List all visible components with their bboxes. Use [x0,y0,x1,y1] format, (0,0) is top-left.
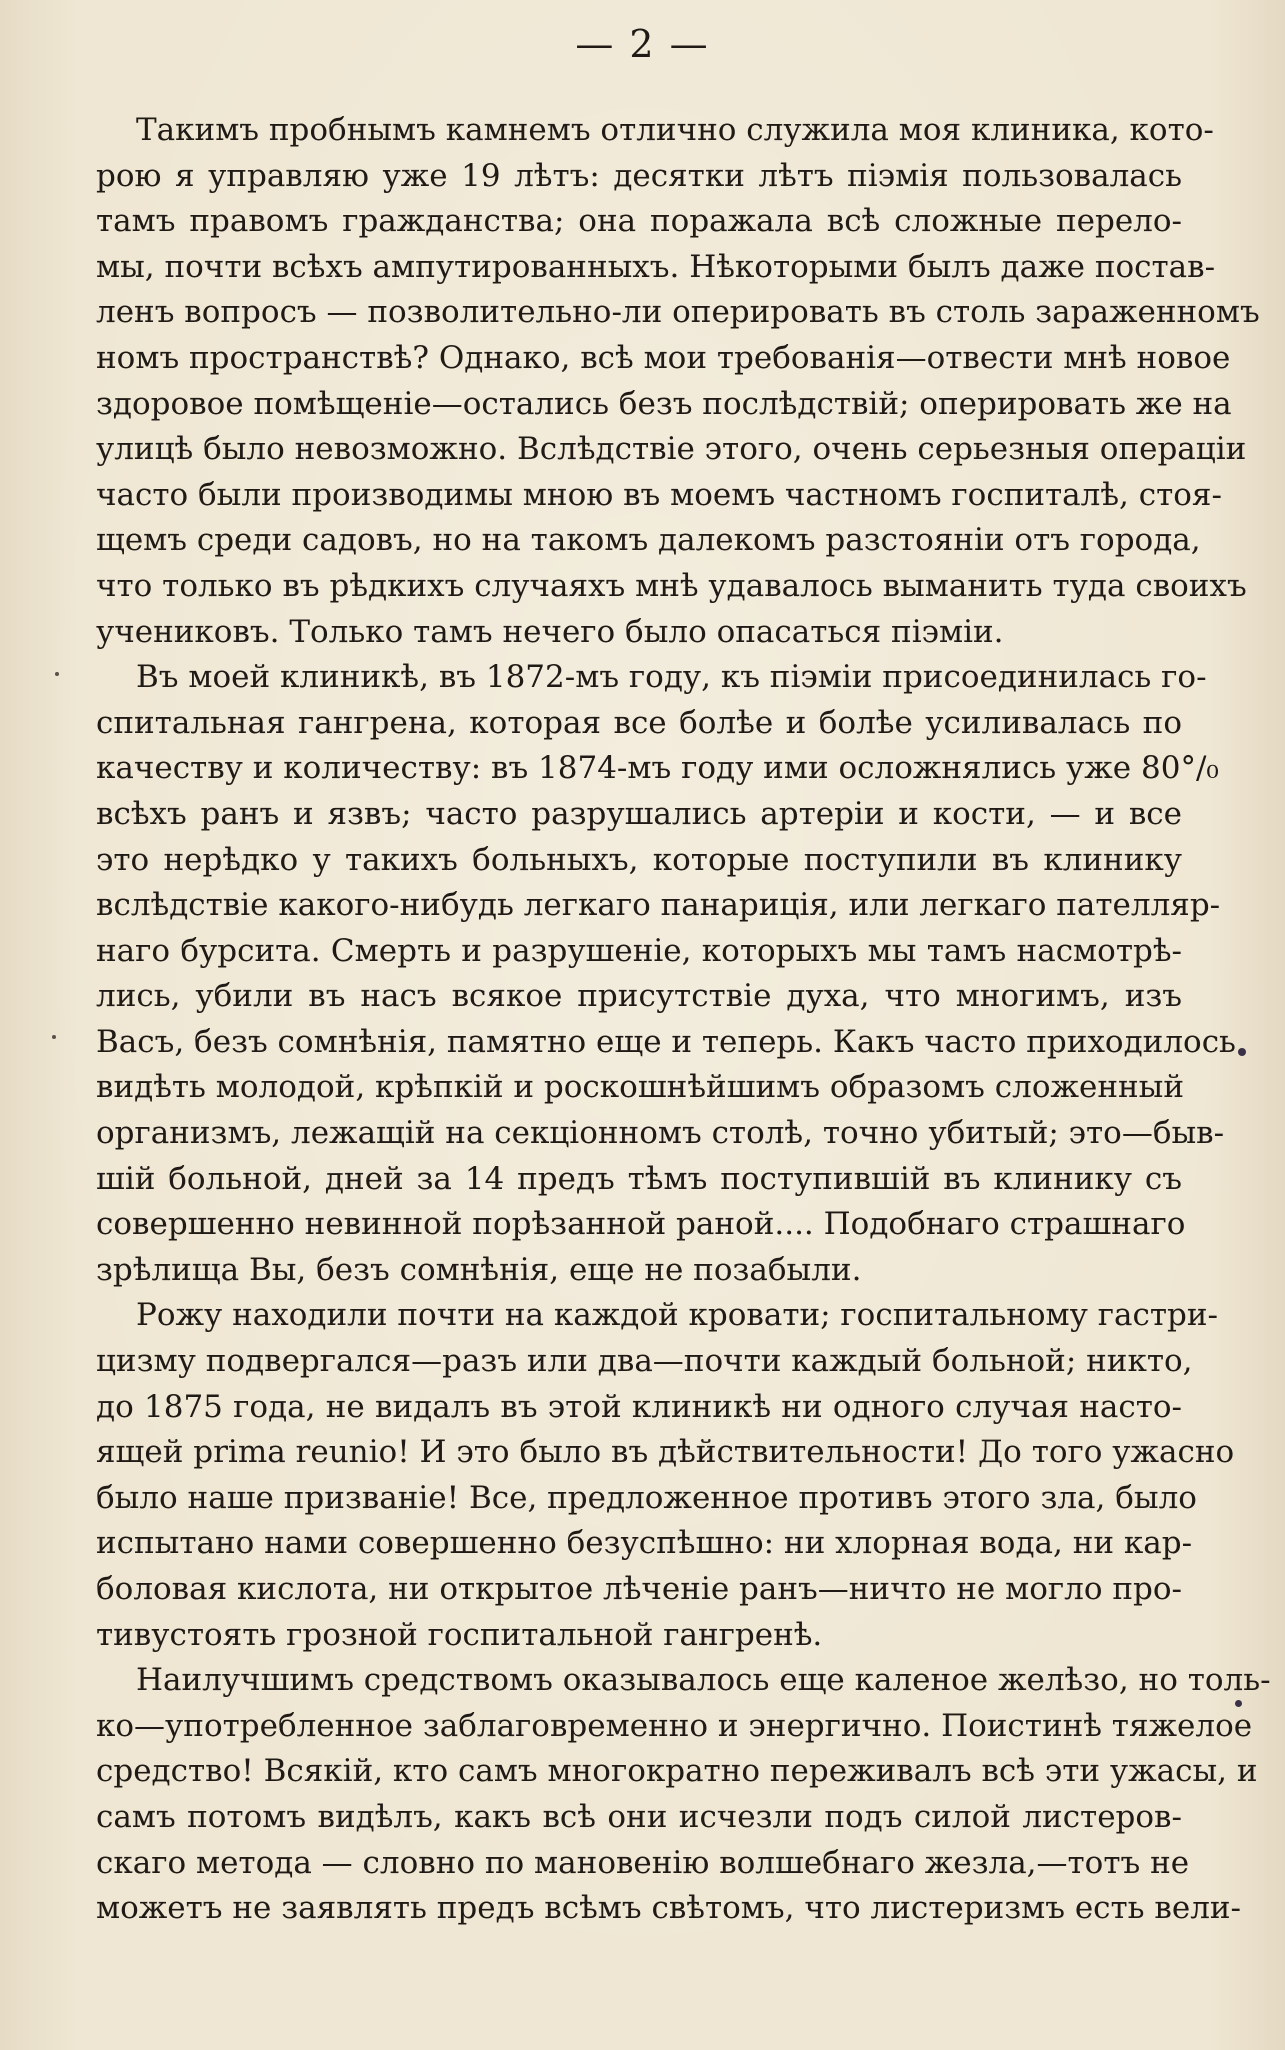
text-line: видѣть молодой, крѣпкій и роскошнѣйшимъ образомъ сложенный [96,1069,1184,1106]
ink-speck [1235,1700,1242,1707]
text-line: улицѣ было невозможно. Вслѣдствіе этого, очень серьезныя операціи [96,431,1247,468]
text-line: Въ моей клиникѣ, въ 1872-мъ году, къ піэміи присоединилась го- [136,659,1207,696]
text-line: ящей prima reunio! И это было въ дѣйствительности! До того ужасно [96,1434,1235,1471]
body-text [96,108,1271,1932]
text-line: было наше призваніе! Все, предложенное противъ этого зла, было [96,1479,1197,1516]
text-line: до 1875 года, не видалъ въ этой клиникѣ ни одного случая насто- [96,1388,1182,1425]
text-line: совершенно невинной порѣзанной раной.... Подобнаго страшнаго [96,1206,1186,1243]
text-line: спитальная гангрена, которая все болѣе и болѣе усиливалась по [96,704,1182,741]
ink-speck [1238,1048,1246,1056]
paragraph [96,1658,1271,1932]
text-line: наго бурсита. Смерть и разрушеніе, которыхъ мы тамъ насмотрѣ- [96,932,1182,969]
text-line: учениковъ. Только тамъ нечего было опасаться піэміи. [96,613,1004,650]
text-line: вслѣдствіе какого-нибудь легкаго панариція, или легкаго пателляр- [96,887,1221,924]
text-line: боловая кислота, ни открытое лѣченіе ранъ—ничто не могло про- [96,1571,1182,1607]
text-line: скаго метода — словно по мановенію волшебнаго жезла,—тотъ не [96,1844,1190,1881]
text-line: зрѣлища Вы, безъ сомнѣнія, еще не позабыли. [96,1251,862,1288]
text-line: качеству и количеству: въ 1874-мъ году ими осложнялись уже 80°/₀ [96,750,1219,787]
paragraph [96,1293,1235,1658]
text-line: ленъ вопросъ — позволительно-ли оперировать въ столь зараженномъ [96,294,1260,331]
text-line: ко—употребленное заблаговременно и энергично. Поистинѣ тяжелое [96,1707,1253,1744]
text-line: это нерѣдко у такихъ больныхъ, которые поступили въ клинику [96,841,1182,878]
text-line: мы, почти всѣхъ ампутированныхъ. Нѣкоторыми былъ даже постав- [96,248,1216,285]
text-line: здоровое помѣщеніе—остались безъ послѣдствій; оперировать же на [96,385,1232,422]
ink-speck [52,1035,56,1039]
text-line: можетъ не заявлять предъ всѣмъ свѣтомъ, что листеризмъ есть вели- [96,1890,1242,1927]
text-line: рою я управляю уже 19 лѣтъ: десятки лѣтъ піэмія пользовалась [96,157,1182,194]
text-line: тивустоять грозной госпитальной гангренѣ. [96,1616,823,1653]
text-line: самъ потомъ видѣлъ, какъ всѣ они исчезли подъ силой листеров- [96,1798,1182,1835]
text-line: что только въ рѣдкихъ случаяхъ мнѣ удавалось выманить туда своихъ [96,567,1247,604]
paragraph [96,108,1260,655]
text-line: номъ пространствѣ? Однако, всѣ мои требованія—отвести мнѣ новое [96,339,1231,376]
text-line: Такимъ пробнымъ камнемъ отлично служила моя клиника, кото- [136,112,1214,148]
text-line: тамъ правомъ гражданства; она поражала всѣ сложные перело- [96,203,1182,240]
text-line: организмъ, лежащій на секціонномъ столѣ, точно убитый; это—быв- [96,1115,1225,1152]
text-line: часто были производимы мною въ моемъ частномъ госпиталѣ, стоя- [96,476,1222,513]
text-line: Рожу находили почти на каждой кровати; госпитальному гастри- [136,1297,1218,1334]
page-number: — 2 — [575,22,710,66]
text-line: шій больной, дней за 14 предъ тѣмъ поступившій въ клинику съ [96,1160,1182,1197]
text-line: цизму подвергался—разъ или два—почти каждый больной; никто, [96,1343,1193,1380]
text-line: всѣхъ ранъ и язвъ; часто разрушались артеріи и кости, — и все [96,795,1182,832]
text-line: лись, убили въ насъ всякое присутствіе духа, что многимъ, изъ [96,978,1182,1015]
text-line: средство! Всякій, кто самъ многократно переживалъ всѣ эти ужасы, и [96,1753,1258,1790]
text-line: щемъ среди садовъ, но на такомъ далекомъ разстояніи отъ города, [96,522,1201,559]
paragraph [96,655,1236,1293]
text-line: Васъ, безъ сомнѣнія, памятно еще и теперь. Какъ часто приходилось [96,1023,1236,1060]
text-line: испытано нами совершенно безуспѣшно: ни хлорная вода, ни кар- [96,1525,1193,1562]
text-line: Наилучшимъ средствомъ оказывалось еще каленое желѣзо, но толь- [136,1662,1271,1699]
ink-speck [55,672,59,676]
